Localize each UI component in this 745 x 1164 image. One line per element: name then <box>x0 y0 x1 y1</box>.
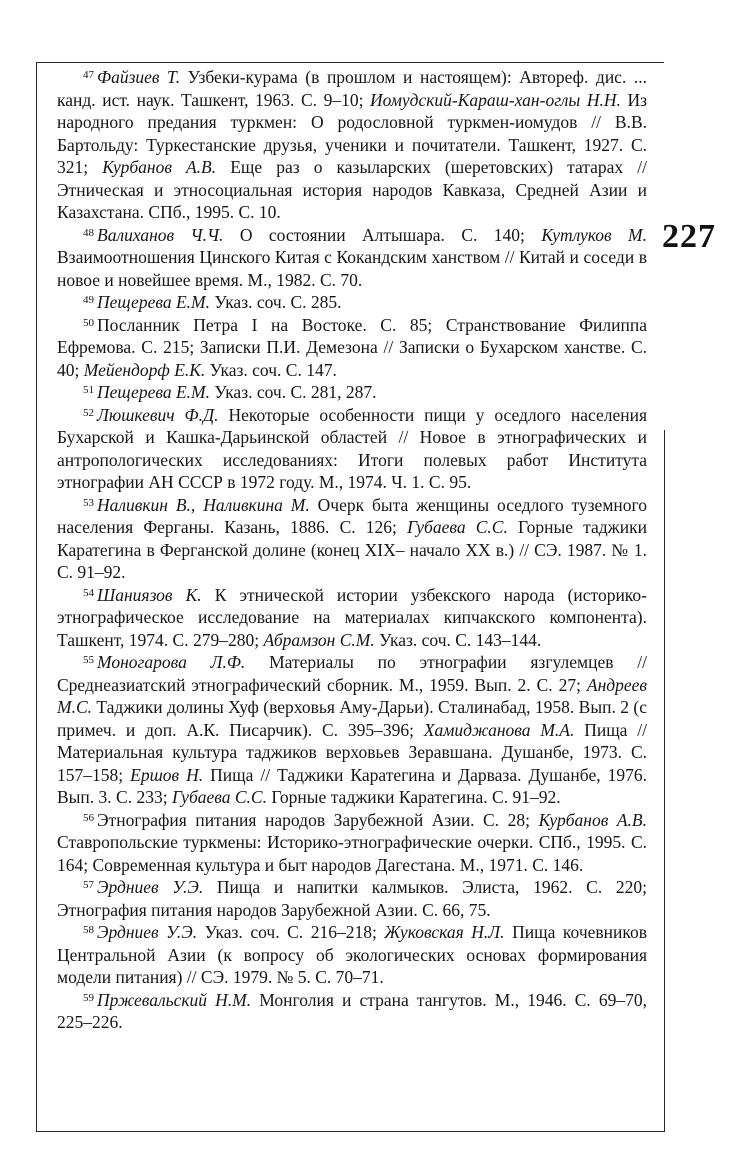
endnote-number: 57 <box>83 879 94 891</box>
endnote-text: Горные таджики Каратегина. С. 91–92. <box>266 787 561 807</box>
endnote-text: Некоторые особенности пищи у оседлого населения Бухарской и Кашка-Дарьинской областей // Новое в этнографических и антропологических исследованиях: Итоги полевых работ Института этнографии АН СССР в 1972 году. М., 1974. Ч. 1. С. 95. <box>57 404 647 492</box>
endnote <box>57 224 647 292</box>
endnote-author: Пещерева Е.М. <box>97 382 210 402</box>
endnote-author: Жуковская Н.Л. <box>384 922 505 942</box>
endnote-author: Файзиев Т. <box>97 67 181 87</box>
endnote-text: Этнография питания народов Зарубежной Азии. С. 28; <box>97 809 539 830</box>
endnote-text: Пища // Таджики Каратегина и Дарваза. Душанбе, 1976. Вып. 3. С. 233; <box>57 764 647 807</box>
endnote-number: 56 <box>83 811 94 824</box>
endnote-text: Указ. соч. С. 147. <box>205 359 337 380</box>
endnote-text: К этнической истории узбекского народа (историко-этнографическое исследование на материалах кипчакского компонента). Ташкент, 1974. С. 279–280; <box>57 584 647 650</box>
endnote-author: Губаева С.С. <box>171 787 267 807</box>
endnote <box>57 381 647 404</box>
endnote-text: Указ. соч. С. 143–144. <box>374 629 542 650</box>
endnote-number: 59 <box>83 991 94 1004</box>
endnote-author: Пещерева Е.М. <box>97 292 210 312</box>
endnote-text: Пища и напитки калмыков. Элиста, 1962. С. 220; Этнография питания народов Зарубежной Азии. С. 66, 75. <box>57 877 647 920</box>
endnote-text: Таджики долины Хуф (верховья Аму-Дарьи). Сталинабад, 1958. Вып. 2 (с примеч. и доп. А.К. Писарчик). С. 395–396; <box>57 697 647 740</box>
page-number: 227 <box>662 218 716 255</box>
endnote-author: Андреев М.С. <box>57 674 647 717</box>
endnote-number: 48 <box>83 226 94 239</box>
endnote-text: Горные таджики Каратегина в Ферганской долине (конец XIX– начало XX в.) // СЭ. 1987. № 1. С. 91–92. <box>57 517 647 582</box>
frame-top-rule <box>36 62 664 63</box>
endnote-author: Эрдниев У.Э. <box>97 877 204 897</box>
endnote-author: Пржевальский Н.М. <box>97 989 252 1010</box>
frame-right-rule <box>664 430 665 1132</box>
endnote-number: 51 <box>83 384 94 396</box>
endnote-author: Моногарова Л.Ф. <box>97 652 246 672</box>
endnote-author: Кутлуков М. <box>541 224 648 245</box>
endnote-author: Люшкевич Ф.Д. <box>97 404 219 425</box>
endnote-author: Эрдниев У.Э. <box>97 922 198 942</box>
endnote <box>57 291 647 314</box>
endnote-author: Абрамзон С.М. <box>263 629 375 650</box>
endnote-text: Указ. соч. С. 281, 287. <box>209 382 377 402</box>
endnote <box>57 584 647 652</box>
endnotes-list <box>57 66 647 1034</box>
frame-left-rule <box>36 62 37 1132</box>
endnote-text: Взаимоотношения Цинского Китая с Кокандским ханством // Китай и соседи в новое и новейшее время. М., 1982. С. 70. <box>57 247 647 290</box>
endnote-author: Мейендорф Е.К. <box>83 359 206 380</box>
endnote-author: Иомудский-Караш-хан-оглы Н.Н. <box>370 89 621 110</box>
endnote <box>57 66 647 224</box>
endnote-number: 52 <box>83 406 94 419</box>
endnote-number: 58 <box>83 924 94 936</box>
endnote-number: 55 <box>83 654 94 666</box>
endnote <box>57 314 647 382</box>
endnote-text: Материалы по этнографии язгулемцев // Среднеазиатский этнографический сборник. М., 1959. Вып. 2. С. 27; <box>57 652 647 695</box>
endnote-author: Хамиджанова М.А. <box>423 719 575 740</box>
endnote-text: Монголия и страна тангутов. М., 1946. С. 69–70, 225–226. <box>57 989 647 1032</box>
endnote <box>57 989 647 1034</box>
endnote <box>57 651 647 809</box>
endnote <box>57 921 647 989</box>
endnote <box>57 494 647 584</box>
endnote-text: Посланник Петра I на Востоке. С. 85; Странствование Филиппа Ефремова. С. 215; Записки П.И. Демезона // Записки о Бухарском ханстве. С. 40; <box>57 314 647 380</box>
endnote-author: Шаниязов К. <box>97 584 202 605</box>
endnote-text: Еще раз о казыларских (шеретовских) татарах // Этническая и этносоциальная история народов Кавказа, Средней Азии и Казахстана. СПб., 1995. С. 10. <box>57 157 647 222</box>
endnote <box>57 876 647 921</box>
endnote-number: 50 <box>83 316 94 329</box>
endnote <box>57 809 647 877</box>
endnote-number: 53 <box>83 496 94 509</box>
endnote-author: Губаева С.С. <box>407 517 508 537</box>
endnote-author: Валиханов Ч.Ч. <box>97 224 224 245</box>
endnote-text: Указ. соч. С. 216–218; <box>197 922 385 942</box>
endnote-author: Курбанов А.В. <box>102 157 217 177</box>
endnote-text: Ставропольские туркмены: Историко-этнографические очерки. СПб., 1995. С. 164; Современная культура и быт народов Дагестана. М., 1971. С. 146. <box>57 832 647 875</box>
endnote-text: Узбеки-курама (в прошлом и настоящем): Автореф. дис. ... канд. ист. наук. Ташкент, 1963. С. 9–10; <box>57 67 647 110</box>
endnote-text: Из народного предания туркмен: О родословной туркмен-иомудов // В.В. Бартольду: Туркестанские друзья, ученики и почитатели. Ташкент, 1927. С. 321; <box>57 89 647 177</box>
endnote-author: Ершов Н. <box>130 764 204 785</box>
endnote <box>57 404 647 494</box>
endnote-text: Пища // Материальная культура таджиков верховьев Зеравшана. Душанбе, 1973. С. 157–158; <box>57 719 647 785</box>
endnote-text: Очерк быта женщины оседлого туземного населения Ферганы. Казань, 1886. С. 126; <box>57 494 647 537</box>
endnote-number: 47 <box>83 69 94 81</box>
endnote-text: О состоянии Алтышара. С. 140; <box>223 224 542 245</box>
endnote-author: Наливкин В., Наливкина М. <box>97 494 310 515</box>
endnote-text: Пища кочевников Центральной Азии (к вопросу об экологических основах формирования модели питания) // СЭ. 1979. № 5. С. 70–71. <box>57 922 648 987</box>
frame-bottom-rule <box>36 1131 664 1132</box>
endnote-number: 49 <box>83 294 94 306</box>
endnote-author: Курбанов А.В. <box>538 809 647 830</box>
endnote-text: Указ. соч. С. 285. <box>209 292 342 312</box>
endnote-number: 54 <box>83 586 94 599</box>
